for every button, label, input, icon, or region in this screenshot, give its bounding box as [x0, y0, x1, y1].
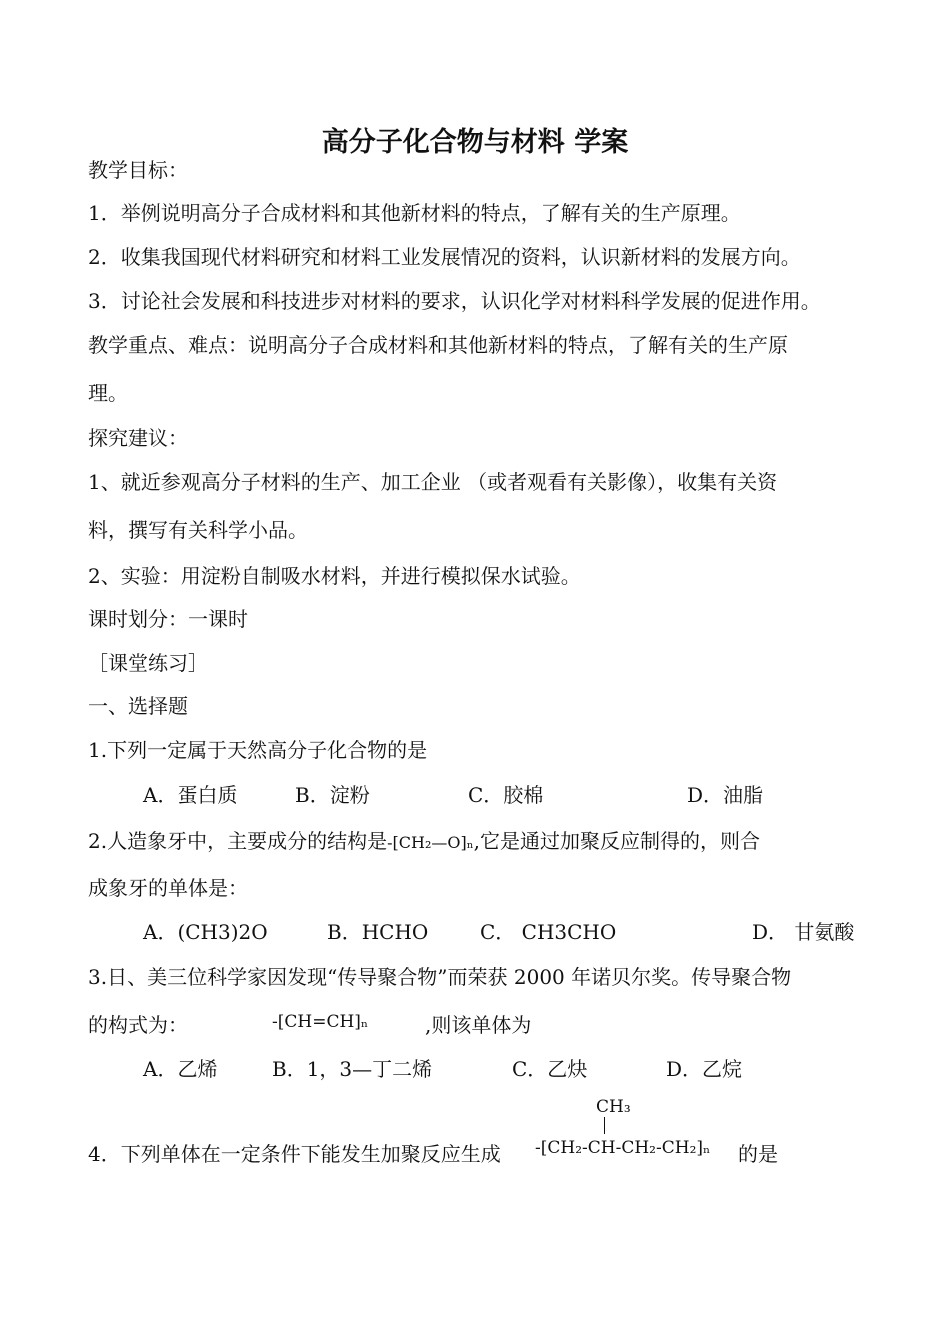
q3-option-d: D．乙烷 — [666, 1057, 743, 1081]
objective-3: 3．讨论社会发展和科技进步对材料的要求，认识化学对材料科学发展的促进作用。 — [88, 289, 821, 313]
key-points-line-1: 教学重点、难点：说明高分子合成材料和其他新材料的特点，了解有关的生产原 — [88, 333, 788, 357]
q1-option-d: D．油脂 — [687, 783, 764, 807]
q3-option-a: A．乙烯 — [143, 1057, 218, 1081]
q3-option-c: C．乙炔 — [512, 1057, 588, 1081]
question-3-stem-line-1: 3.日、美三位科学家因发现“传导聚合物”而荣获 2000 年诺贝尔奖。传导聚合物 — [88, 965, 792, 989]
practice-label: ［课堂练习］ — [88, 651, 208, 675]
q4-stem-after: 的是 — [738, 1142, 778, 1166]
objective-2: 2．收集我国现代材料研究和材料工业发展情况的资料，认识新材料的发展方向。 — [88, 245, 801, 269]
schedule: 课时划分：一课时 — [88, 607, 248, 631]
inquiry-1-line-2: 料，撰写有关科学小品。 — [88, 518, 308, 542]
inquiry-2: 2、实验：用淀粉自制吸水材料，并进行模拟保水试验。 — [88, 564, 581, 588]
inquiry-label: 探究建议： — [88, 426, 188, 450]
q2-stem-line-2: 成象牙的单体是： — [88, 876, 248, 900]
objective-1: 1．举例说明高分子合成材料和其他新材料的特点，了解有关的生产原理。 — [88, 201, 741, 225]
page-title: 高分子化合物与材料 学案 — [321, 127, 629, 158]
question-1-stem: 1.下列一定属于天然高分子化合物的是 — [88, 738, 428, 762]
question-2-stem — [88, 828, 760, 856]
inquiry-1-line-1: 1、就近参观高分子材料的生产、加工企业 （或者观看有关影像），收集有关资 — [88, 470, 778, 494]
q2-formula: -[CH₂—O]ₙ — [387, 832, 474, 852]
section-choice: 一、选择题 — [88, 694, 188, 718]
q2-option-d: D． 甘氨酸 — [752, 920, 855, 944]
q2-option-b: B．HCHO — [327, 920, 429, 944]
q3-option-b: B．1，3—丁二烯 — [272, 1057, 433, 1081]
q1-option-a: A．蛋白质 — [143, 783, 238, 807]
q2-stem-before: 2.人造象牙中，主要成分的结构是 — [88, 829, 388, 853]
q4-formula: -[CH₂-CH-CH₂-CH₂]ₙ — [535, 1138, 711, 1158]
q3-stem-line-2-after: ,则该单体为 — [425, 1013, 532, 1037]
q4-branch-bond — [604, 1117, 605, 1134]
objectives-label: 教学目标： — [88, 158, 188, 182]
q1-option-c: C．胶棉 — [468, 783, 544, 807]
key-points-line-2: 理。 — [88, 381, 128, 405]
q1-option-b: B．淀粉 — [295, 783, 370, 807]
q2-option-a: A．(CH3)2O — [143, 920, 268, 944]
question-4-stem-before: 4．下列单体在一定条件下能发生加聚反应生成 — [88, 1142, 501, 1166]
q3-stem-line-2-before: 的构式为： — [88, 1013, 188, 1037]
q2-option-c: C． CH3CHO — [480, 920, 617, 944]
q2-stem-after: ,它是通过加聚反应制得的，则合 — [473, 829, 760, 853]
q4-formula-branch: CH₃ — [596, 1097, 631, 1117]
q3-formula: -[CH=CH]ₙ — [272, 1012, 369, 1032]
